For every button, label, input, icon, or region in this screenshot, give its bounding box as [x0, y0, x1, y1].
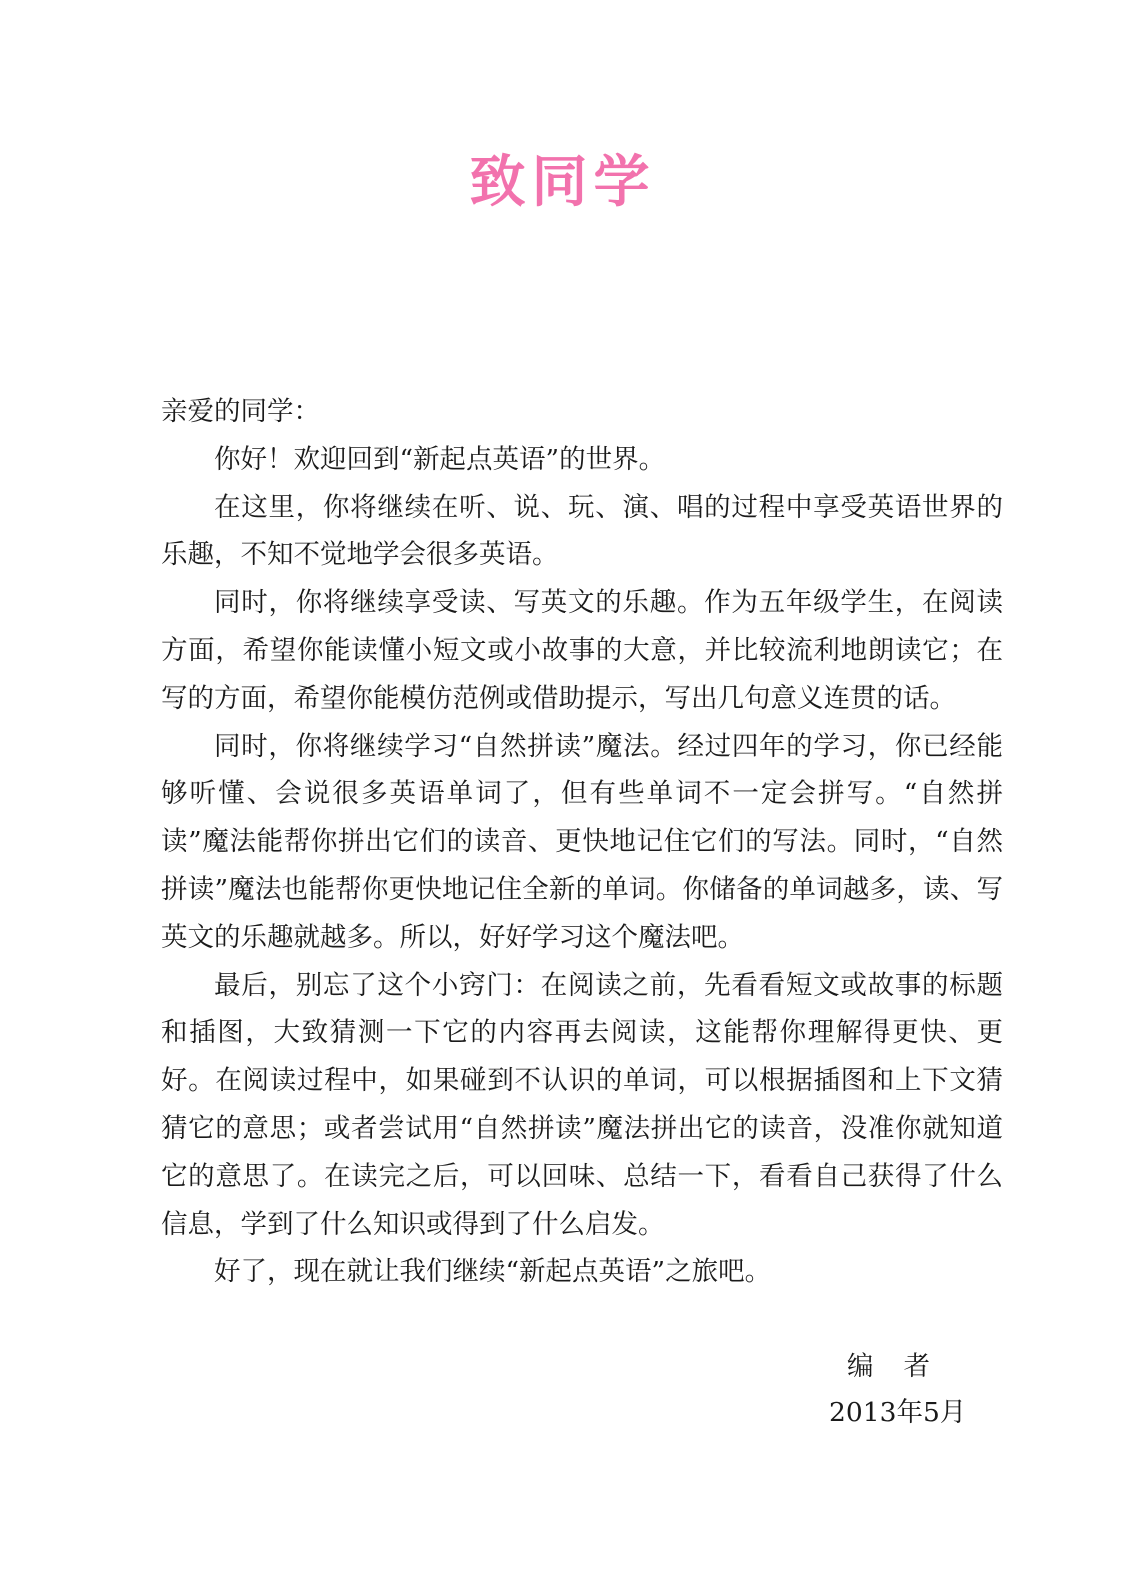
- paragraph: 同时，你将继续学习“自然拼读”魔法。经过四年的学习，你已经能够听懂、会说很多英语单词了，但有些单词不一定会拼写。“自然拼读”魔法能帮你拼出它们的读音、更快地记住它们的写法。同时，“自然拼读”魔法也能帮你更快地记住全新的单词。你储备的单词越多，读、写英文的乐趣就越多。所以，好好学习这个魔法吧。: [161, 730, 1003, 953]
- signature: 编者: [847, 1351, 960, 1382]
- page-title: 致同学: [469, 150, 656, 215]
- salutation: 亲爱的同学：: [161, 396, 320, 427]
- paragraph: 好了，现在就让我们继续“新起点英语”之旅吧。: [214, 1256, 772, 1288]
- paragraph: 在这里，你将继续在听、说、玩、演、唱的过程中享受英语世界的乐趣，不知不觉地学会很多英语。: [161, 491, 1003, 571]
- letter-body: [161, 388, 1003, 1296]
- paragraph: 你好！欢迎回到“新起点英语”的世界。: [214, 443, 666, 475]
- date: 2013年5月: [829, 1397, 967, 1428]
- paragraph: 同时，你将继续享受读、写英文的乐趣。作为五年级学生，在阅读方面，希望你能读懂小短文或小故事的大意，并比较流利地朗读它；在写的方面，希望你能模仿范例或借助提示，写出几句意义连贯的话。: [161, 587, 1003, 714]
- paragraph: 最后，别忘了这个小窍门：在阅读之前，先看看短文或故事的标题和插图，大致猜测一下它的内容再去阅读，这能帮你理解得更快、更好。在阅读过程中，如果碰到不认识的单词，可以根据插图和上下文猜猜它的意思；或者尝试用“自然拼读”魔法拼出它的读音，没准你就知道它的意思了。在读完之后，可以回味、总结一下，看看自己获得了什么信息，学到了什么知识或得到了什么启发。: [161, 969, 1003, 1240]
